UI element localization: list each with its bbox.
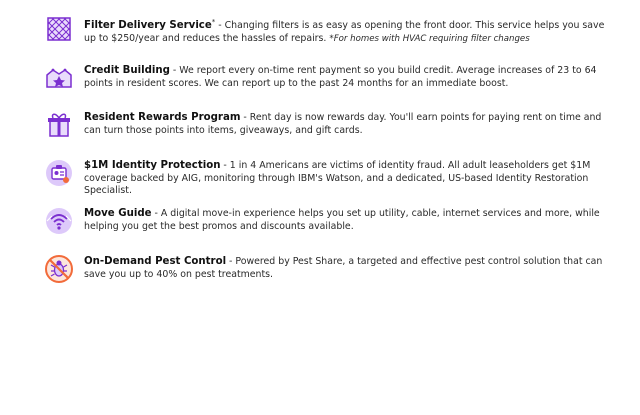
footnote: *For homes with HVAC requiring filter changes bbox=[329, 33, 530, 44]
benefit-body: 1 in 4 Americans are victims of identity fraud. All adult leaseholders get $1M coverage backed by AIG, monitoring through IBM's Watson, and a dedicated, US-based Identity Restoration Specialist. bbox=[84, 160, 591, 197]
benefit-body: A digital move-in experience helps you set up utility, cable, internet services and more, while helping you get the best promos and discounts available. bbox=[84, 208, 600, 232]
benefit-body: Rent day is now rewards day. You'll earn points for paying rent on time and can turn those points into items, giveaways, and gift cards. bbox=[84, 112, 602, 136]
benefit-move-guide bbox=[44, 206, 604, 236]
benefit-body: Powered by Pest Share, a targeted and effective pest control solution that can save you up to 40% on pest treatments. bbox=[84, 256, 603, 280]
separator: - bbox=[220, 160, 230, 171]
benefit-title: Move Guide bbox=[84, 208, 152, 219]
benefit-text bbox=[84, 65, 606, 90]
benefit-text bbox=[84, 208, 606, 233]
benefit-text bbox=[84, 112, 606, 137]
id-badge-icon bbox=[44, 158, 74, 188]
separator: - bbox=[215, 20, 225, 32]
separator: - bbox=[226, 256, 236, 267]
benefit-resident-rewards bbox=[44, 110, 604, 140]
benefit-body: We report every on-time rent payment so you build credit. Average increases of 23 to 64 points in resident scores. We can report up to the past 24 months for an immediate boost. bbox=[84, 65, 597, 89]
credit-crown-icon bbox=[44, 63, 74, 93]
benefit-text bbox=[84, 160, 606, 198]
benefit-filter-delivery bbox=[44, 14, 604, 44]
benefit-title: $1M Identity Protection bbox=[84, 160, 221, 171]
benefit-text bbox=[84, 256, 606, 281]
benefit-credit-building bbox=[44, 63, 604, 93]
benefit-title: Credit Building bbox=[84, 65, 170, 76]
benefit-title: Filter Delivery Service bbox=[84, 20, 212, 32]
gift-icon bbox=[44, 110, 74, 140]
no-bug-icon bbox=[44, 254, 74, 284]
separator: - bbox=[240, 112, 250, 123]
benefit-text bbox=[84, 16, 606, 45]
benefit-pest-control bbox=[44, 254, 604, 284]
separator: - bbox=[169, 65, 180, 76]
filter-grid-icon bbox=[44, 14, 74, 44]
benefit-title: Resident Rewards Program bbox=[84, 112, 241, 123]
wifi-guide-icon bbox=[44, 206, 74, 236]
benefit-title: On-Demand Pest Control bbox=[84, 256, 227, 267]
benefit-identity-protection bbox=[44, 158, 604, 197]
benefit-body: Changing filters is as easy as opening the front door. This service helps you save up to $250/year and reduces the hassles of repairs. bbox=[84, 20, 605, 44]
separator: - bbox=[151, 208, 161, 219]
footnote-mark: * bbox=[211, 18, 216, 26]
